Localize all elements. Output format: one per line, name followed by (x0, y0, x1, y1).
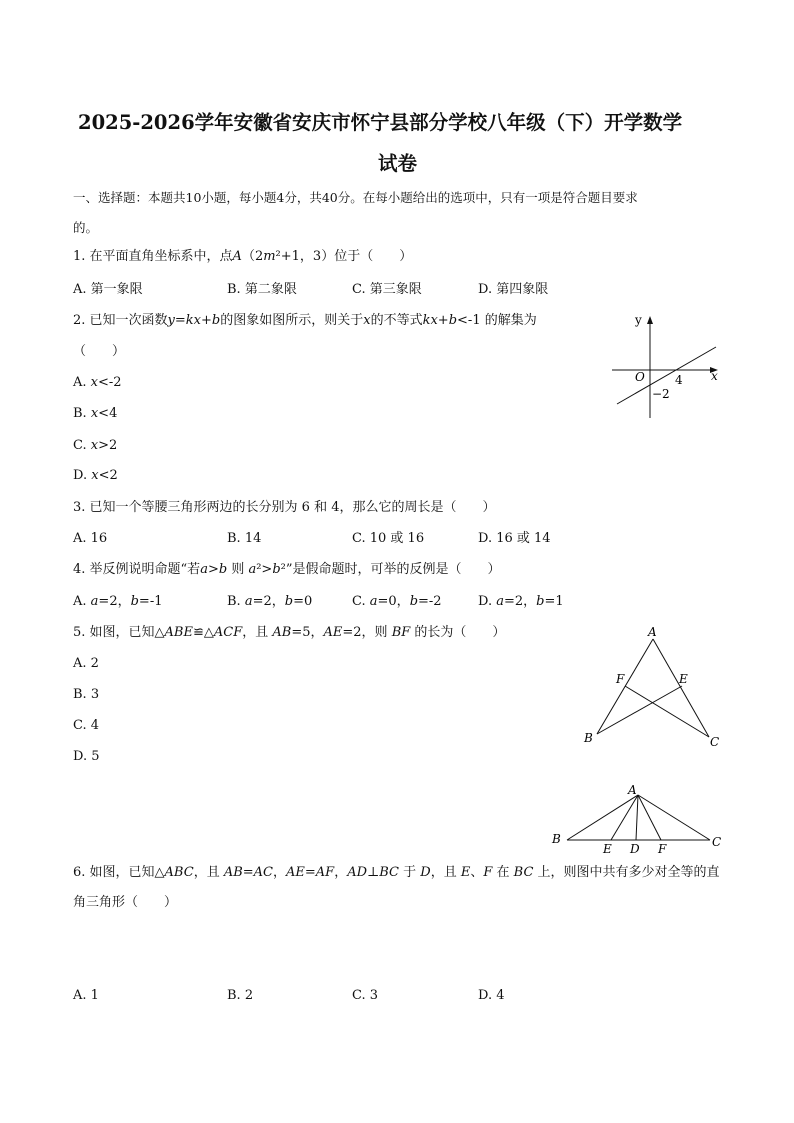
y-axis-arrow-icon (647, 316, 653, 324)
question-1-stem: 1. 在平面直角坐标系中，点A（2m²+1，3）位于（ ） (73, 249, 413, 264)
question-6-option-d[interactable]: D. 4 (478, 988, 505, 1003)
question-5-option-a[interactable]: A. 2 (73, 656, 99, 671)
label-e: E (679, 672, 688, 686)
question-6-stem: 6. 如图，已知△ABC，且 AB=AC，AE=AF，AD⊥BC 于 D，且 E、F 在 BC 上，则图中共有多少对全等的直 (73, 865, 720, 880)
question-2-option-a[interactable]: A. x<-2 (73, 375, 122, 390)
label-f: F (616, 672, 625, 686)
question-6-figure (550, 780, 730, 856)
label-a: A (628, 783, 637, 797)
label-c: C (712, 835, 722, 849)
question-2-option-d[interactable]: D. x<2 (73, 468, 118, 483)
question-5-option-c[interactable]: C. 4 (73, 718, 100, 733)
label-e: E (603, 842, 612, 856)
question-3-option-b[interactable]: B. 14 (227, 531, 262, 546)
question-1-option-c[interactable]: C. 第三象限 (352, 282, 422, 297)
title-line-2: 试卷 (378, 152, 418, 175)
question-2-stem-cont: （ ） (73, 344, 126, 359)
section-header: 一、选择题：本题共10小题，每小题4分，共40分。在每小题给出的选项中，只有一项是符合题目要求 (73, 190, 638, 205)
question-6-stem-cont: 角三角形（ ） (73, 895, 178, 910)
y-tick-label: −2 (652, 387, 670, 401)
y-axis-label: y (635, 313, 642, 327)
segment-ad (636, 795, 638, 840)
segment-be (597, 686, 682, 734)
segment-ab (567, 795, 638, 840)
segment-ac (638, 795, 710, 840)
segment-ac (653, 639, 709, 737)
origin-label: O (635, 370, 645, 384)
question-1-option-a[interactable]: A. 第一象限 (73, 282, 143, 297)
title-line-1: 2025-2026学年安徽省安庆市怀宁县部分学校八年级（下）开学数学 (78, 111, 683, 134)
question-4-option-d[interactable]: D. a=2，b=1 (478, 594, 564, 609)
question-6-option-c[interactable]: C. 3 (352, 988, 379, 1003)
question-4-stem: 4. 举反例说明命题“若a>b 则 a²>b²”是假命题时，可举的反例是（ ） (73, 562, 501, 577)
question-3-option-a[interactable]: A. 16 (73, 531, 108, 546)
question-5-figure (578, 622, 728, 754)
segment-ae (611, 795, 638, 840)
x-axis-label: x (711, 369, 718, 383)
x-tick-label: 4 (675, 373, 683, 387)
question-3-option-d[interactable]: D. 16 或 14 (478, 531, 551, 546)
question-3-option-c[interactable]: C. 10 或 16 (352, 531, 425, 546)
question-6-option-b[interactable]: B. 2 (227, 988, 254, 1003)
label-f: F (658, 842, 667, 856)
question-5-option-b[interactable]: B. 3 (73, 687, 100, 702)
question-3-stem: 3. 已知一个等腰三角形两边的长分别为 6 和 4，那么它的周长是（ ） (73, 500, 496, 515)
label-c: C (710, 735, 720, 749)
question-6-option-a[interactable]: A. 1 (73, 988, 99, 1003)
label-b: B (584, 731, 593, 745)
question-2-option-b[interactable]: B. x<4 (73, 406, 118, 421)
question-5-option-d[interactable]: D. 5 (73, 749, 100, 764)
question-2-option-c[interactable]: C. x>2 (73, 438, 118, 453)
label-d: D (630, 842, 640, 856)
question-1-option-d[interactable]: D. 第四象限 (478, 282, 549, 297)
question-5-stem: 5. 如图，已知△ABE≌△ACF，且 AB=5，AE=2，则 BF 的长为（ ） (73, 625, 506, 640)
question-4-option-c[interactable]: C. a=0，b=-2 (352, 594, 442, 609)
label-a: A (648, 625, 657, 639)
question-4-option-a[interactable]: A. a=2，b=-1 (73, 594, 163, 609)
question-1-option-b[interactable]: B. 第二象限 (227, 282, 297, 297)
question-4-option-b[interactable]: B. a=2，b=0 (227, 594, 313, 609)
question-2-figure (608, 310, 728, 422)
question-2-stem: 2. 已知一次函数y=kx+b的图象如图所示，则关于x的不等式kx+b<-1 的解集为 (73, 313, 537, 328)
label-b: B (552, 832, 561, 846)
section-header-cont: 的。 (73, 220, 99, 235)
